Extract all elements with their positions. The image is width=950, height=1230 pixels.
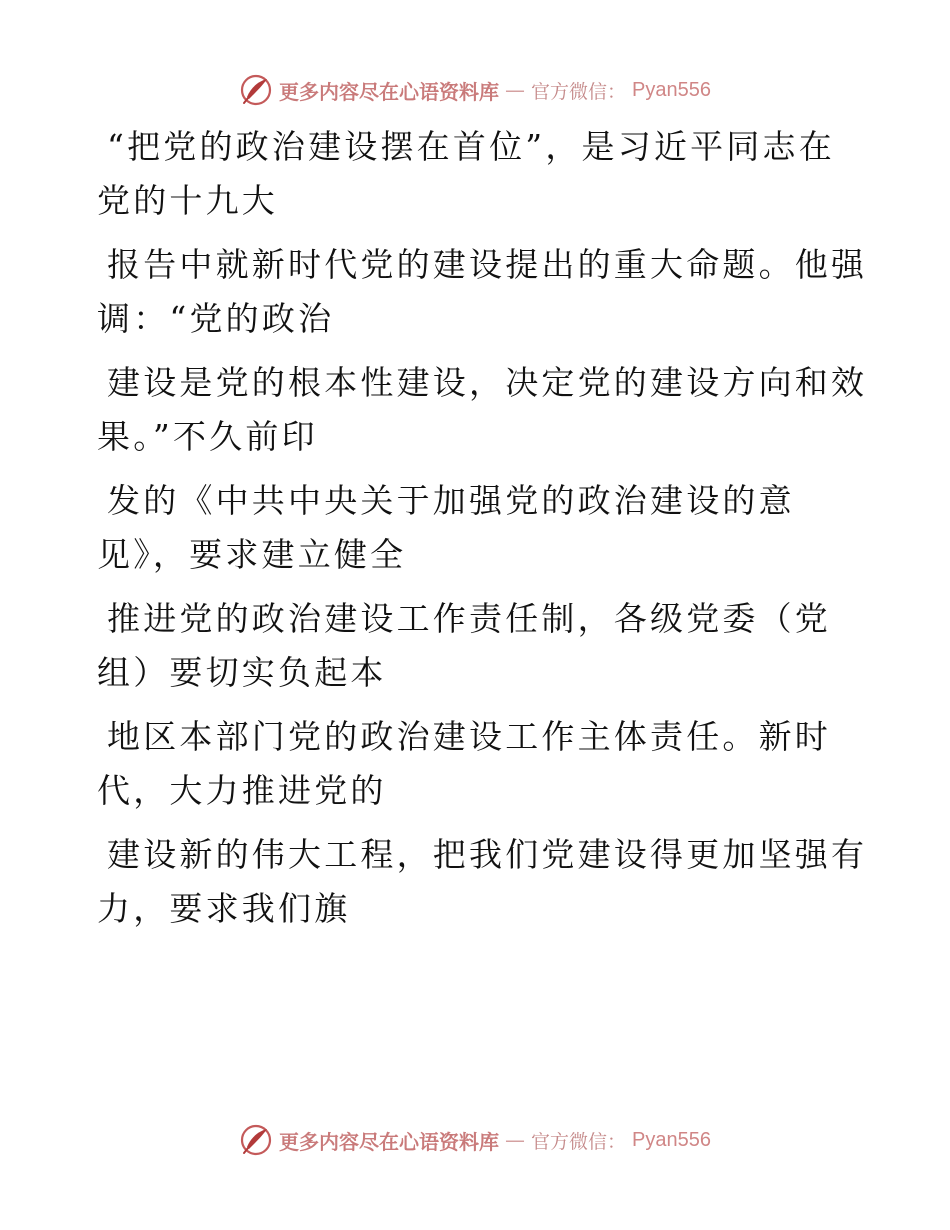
- text-line: 推进党的政治建设工作责任制，各级党委（党: [107, 599, 831, 638]
- paragraph: [97, 592, 837, 700]
- watermark-dash: —: [505, 78, 525, 102]
- quill-pen-logo-icon: [239, 1123, 273, 1157]
- document-body: [97, 120, 868, 936]
- watermark-main-text: 更多内容尽在心语资料库: [279, 79, 499, 104]
- watermark-wechat-id: Pyan556: [632, 78, 711, 101]
- watermark-wechat-id: Pyan556: [632, 1128, 711, 1151]
- quill-pen-logo-icon: [239, 73, 273, 107]
- footer-watermark: [0, 1120, 950, 1160]
- paragraph: [97, 356, 868, 464]
- watermark-label: 官方微信：: [531, 1130, 627, 1153]
- text-line: 党的十九大: [97, 181, 278, 220]
- paragraph: [97, 474, 837, 582]
- text-line: 代，大力推进党的: [97, 771, 387, 810]
- text-line: 组）要切实负起本: [97, 653, 387, 692]
- text-line: “把党的政治建设摆在首位”，是习近平同志在: [107, 127, 835, 166]
- text-line: 发的《中共中央关于加强党的政治建设的意: [107, 481, 795, 520]
- watermark-main-text: 更多内容尽在心语资料库: [279, 1129, 499, 1154]
- watermark-dash: —: [505, 1128, 525, 1152]
- text-line: 地区本部门党的政治建设工作主体责任。新时: [107, 717, 831, 756]
- text-line: 果。”不久前印: [97, 417, 318, 456]
- paragraph: [97, 120, 837, 228]
- paragraph: [97, 710, 837, 818]
- paragraph: [97, 828, 868, 936]
- paragraph: [97, 238, 868, 346]
- text-line: 见》，要求建立健全: [97, 535, 407, 574]
- header-watermark: [0, 70, 950, 110]
- watermark-label: 官方微信：: [531, 80, 627, 103]
- text-line: 建设是党的根本性建设，决定党的建设方向和效: [107, 363, 868, 402]
- text-line: 建设新的伟大工程，把我们党建设得更加坚强有: [107, 835, 868, 874]
- text-line: 报告中就新时代党的建设提出的重大命题。他强: [107, 245, 868, 284]
- text-line: 力，要求我们旗: [97, 889, 351, 928]
- text-line: 调：“党的政治: [97, 299, 335, 338]
